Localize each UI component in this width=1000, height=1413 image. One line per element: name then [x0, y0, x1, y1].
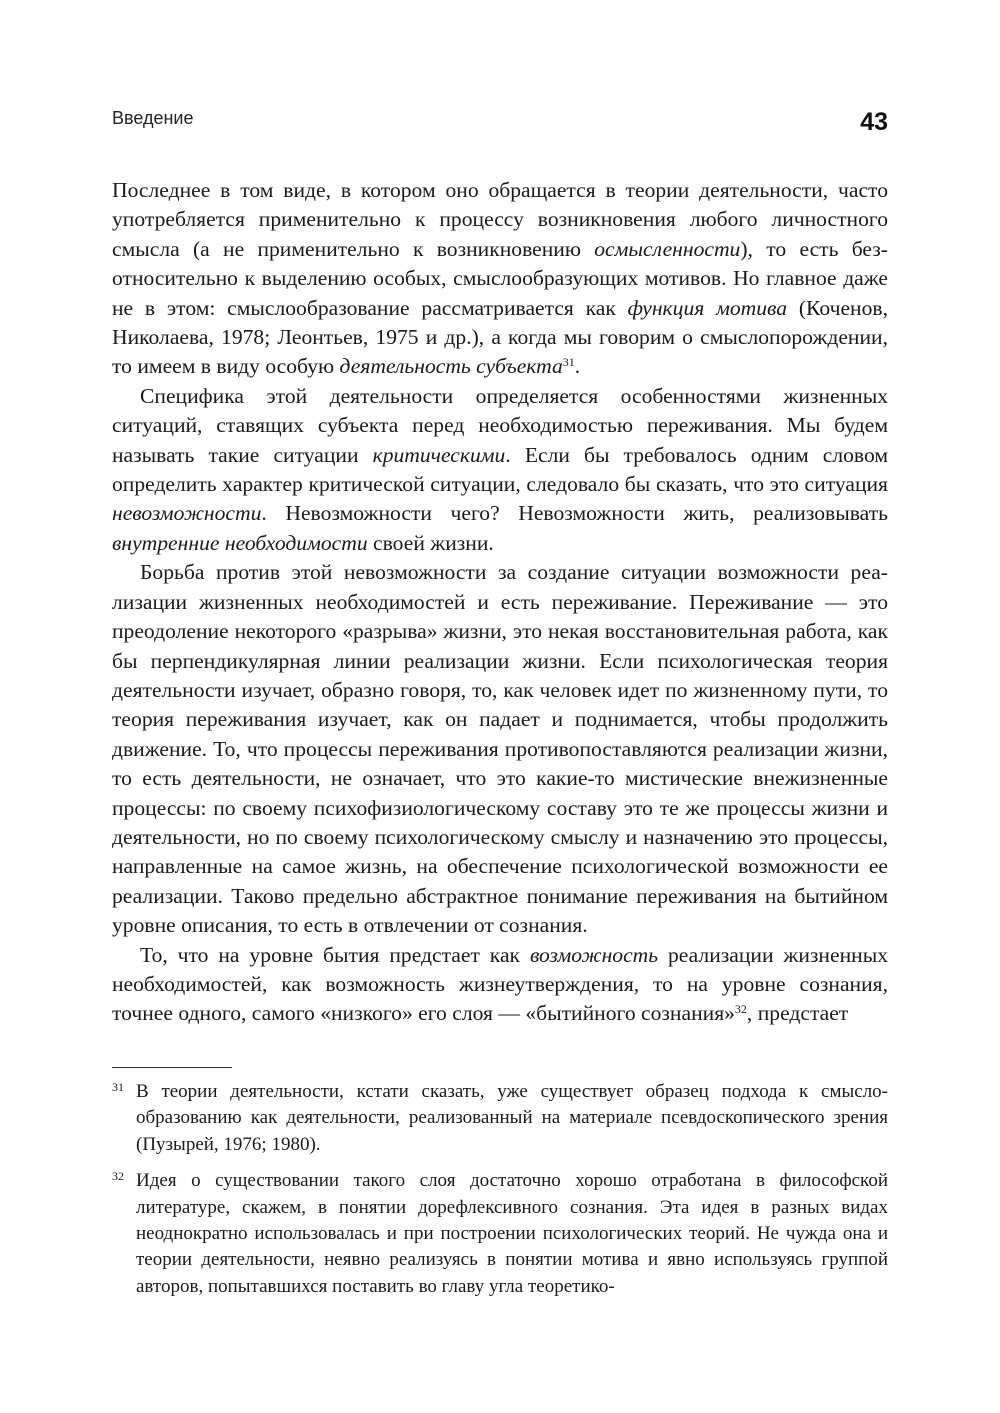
emphasis: возможность	[529, 942, 659, 967]
footnote-text: В теории деятельности, кстати сказать, уже существует образец подхода к смыслообразованию как деятельности, реализованный на материале псевдоскопического зрения (Пузырей, 1976; 1980).	[136, 1081, 888, 1155]
paragraph-1	[112, 176, 888, 382]
footnote-ref-32[interactable]: 32	[734, 1002, 747, 1017]
text-run: То, что на уровне бытия предстает как	[140, 942, 530, 967]
emphasis: функция мотива	[627, 295, 788, 320]
footnote-31	[112, 1079, 888, 1158]
text-run: (Коченов, Николаева, 1978; Леонтьев, 1975 и др.), а когда мы говорим о смыслопорождении, то имеем в виду особую	[112, 295, 888, 379]
emphasis: осмысленности	[594, 236, 741, 261]
text-run: Последнее в том виде, в котором оно обращается в теории деятельности, часто употребляется применительно к процессу возникновения любого личностного смысла (а не применительно к возникновению	[112, 178, 888, 261]
emphasis: внутренние необходимости	[112, 530, 368, 555]
paragraph-3: Борьба против этой невозможности за создание ситуации возможности реализации жизненных необходимостей и есть переживание. Переживание — это преодоление некоторого «разрыва» жизни, это некая восстановительная работа, как бы перпендикулярная линии реализации жизни. Если психологическая теория деятельности изучает, образно говоря, то, как человек идет по жизненному пути, то теория переживания изучает, как он падает и поднимается, чтобы продолжить движение. То, что процессы переживания противопоставляются реализации жизни, то есть деятельности, не означает, что это какие-то мистические внежизненные процессы: по своему психофизиологическому составу это те же процессы жизни и деятельности, но по своему психологическому смыслу и назначению это процессы, направленные на самое жизнь, на обеспечение психологической возможности ее реализации. Таково предельно абстрактное понимание переживания на бытийном уровне описания, то есть в отвлечении от сознания.	[112, 560, 888, 938]
text-run: . Если бы требовалось одним словом определить характер критической ситуации, следовало бы сказать, что это ситуация	[112, 442, 888, 497]
emphasis: критическими	[372, 442, 506, 467]
emphasis: деятельность субъекта	[339, 354, 563, 379]
text-run: ), то есть безотносительно к выделению особых, смыслообразующих мотивов. Но главное даже не в этом: смыслообразование рассматривается как	[112, 236, 888, 320]
footnotes	[112, 1079, 888, 1310]
main-text	[112, 176, 888, 1029]
paragraph-2	[112, 382, 888, 558]
footnote-number: 31	[112, 1080, 124, 1094]
footnote-text: Идея о существовании такого слоя достаточно хорошо отработана в философской литературе, скажем, в понятии дорефлексивного сознания. Эта идея в разных видах неоднократно использовалась и при построении психологических теорий. Не чужда она и теории деятельности, неявно реализуясь в понятии мотива и явно используясь группой авторов, попытавшихся поставить во главу угла теоретико-	[136, 1170, 888, 1297]
running-header	[112, 104, 888, 144]
text-run: Специфика этой деятельности определяется особенностями жизненных ситуаций, ставящих субъекта перед необходимостью переживания. Мы будем называть такие ситуации	[112, 383, 888, 467]
page-number: 43	[860, 108, 888, 136]
emphasis: невозможности	[112, 501, 262, 526]
footnote-separator	[112, 1067, 232, 1068]
text-run: .	[574, 354, 581, 379]
section-title: Введение	[112, 108, 194, 128]
text-run: реализации жизненных необходимостей, как возможность жизнеутверждения, то на уровне сознания, точнее одного, самого «низкого» его слоя — «бытийного сознания»	[112, 942, 888, 1026]
text-run: своей жизни.	[367, 530, 494, 555]
paragraph-4	[112, 941, 888, 1029]
footnote-32	[112, 1168, 888, 1300]
footnote-ref-31[interactable]: 31	[562, 355, 575, 370]
text-run: , предстает	[746, 1001, 849, 1026]
footnote-number: 32	[112, 1169, 124, 1184]
text-run: . Невозможности чего? Невозможности жить, реализовывать	[261, 501, 888, 526]
